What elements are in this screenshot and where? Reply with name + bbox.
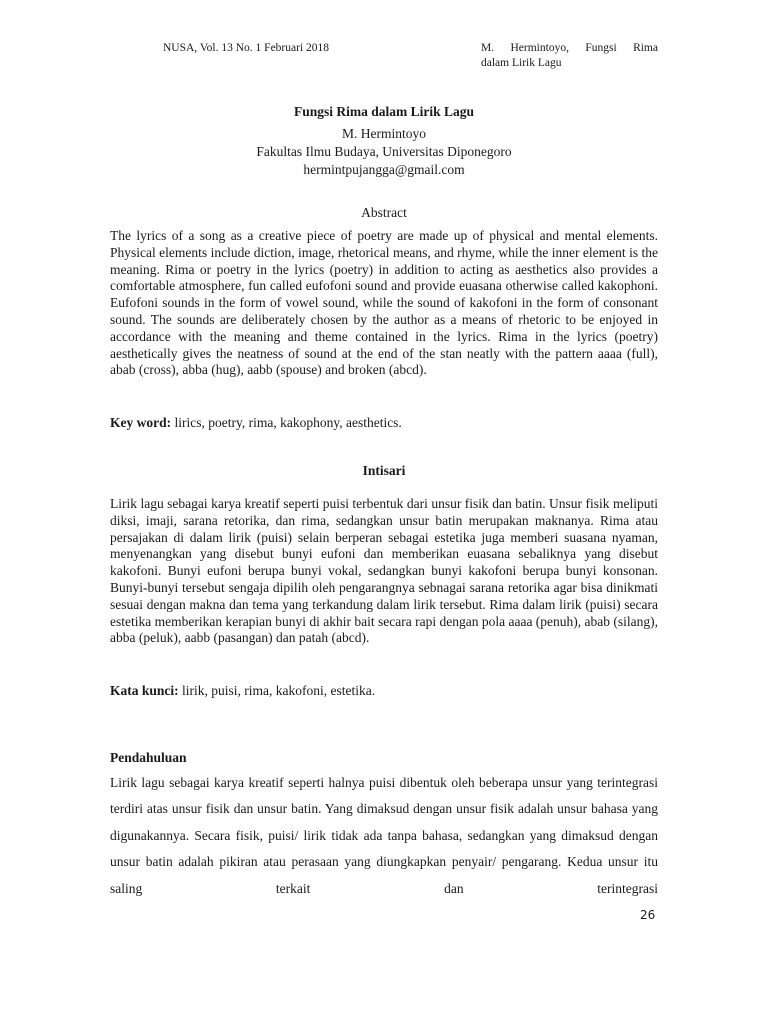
keywords-line	[110, 415, 658, 432]
author-name: M. Hermintoyo	[342, 126, 426, 141]
running-title-line-2: dalam Lirik Lagu	[481, 57, 562, 69]
abstract-heading: Abstract	[361, 205, 407, 220]
running-title-word: Hermintoyo,	[510, 42, 569, 54]
author-affiliation: Fakultas Ilmu Budaya, Universitas Diponegoro	[256, 144, 512, 159]
kata-kunci-line	[110, 683, 658, 700]
pendahuluan-text: Lirik lagu sebagai karya kreatif seperti halnya puisi dibentuk oleh beberapa unsur yang terintegrasi terdiri atas unsur fisik dan unsur batin. Yang dimaksud dengan unsur fisik adalah unsur bahasa yang digunakannya. Secara fisik, puisi/ lirik tidak ada tanpa bahasa, sedangkan yang dimaksud dengan unsur batin adalah pikiran atau perasaan yang diungkapkan penyair/ pengarang. Kedua unsur itu saling terkait dan terintegrasi	[110, 775, 658, 896]
running-title-word: Rima	[633, 42, 658, 54]
keywords-list: lirics, poetry, rima, kakophony, aesthetics.	[171, 415, 402, 430]
page-number: 26	[640, 908, 656, 922]
running-title-word: Fungsi	[585, 42, 617, 54]
paper-title: Fungsi Rima dalam Lirik Lagu	[293, 104, 475, 119]
journal-header: NUSA, Vol. 13 No. 1 Februari 2018	[163, 42, 330, 54]
keywords-label: Key word:	[110, 415, 172, 430]
author-email: hermintpujangga@gmail.com	[303, 162, 465, 177]
intisari-heading: Intisari	[362, 463, 406, 478]
running-title	[481, 41, 658, 71]
intisari-text: Lirik lagu sebagai karya kreatif seperti puisi terbentuk dari unsur fisik dan batin. Unsur fisik meliputi diksi, imaji, sarana retorika, dan rima, sedangkan unsur batin merupakan maknanya. Rima atau persajakan di dalam lirik (puisi) selain berperan sebagai estetika juga memberi suasana nyaman, menyenangkan yang disebut bunyi eufoni dan memberikan euasana sebaliknya yang disebut kakofoni. Bunyi eufoni berupa bunyi vokal, sedangkan bunyi kakofoni berupa bunyi konsonan. Bunyi-bunyi tersebut sengaja dipilih oleh pengarangnya sebnagai sarana retorika agar bisa dinikmati sesuai dengan makna dan tema yang terkandung dalam lirik tersebut. Rima dalam lirik (puisi) secara estetika memberikan kerapian bunyi di akhir bait secara rapi dengan pola aaaa (penuh), abab (silang), abba (peluk), aabb (pasangan) dan patah (abcd).	[110, 496, 659, 646]
running-title-word: M.	[481, 42, 495, 54]
pendahuluan-heading: Pendahuluan	[110, 750, 187, 765]
kata-kunci-list: lirik, puisi, rima, kakofoni, estetika.	[178, 683, 376, 698]
abstract-text: The lyrics of a song as a creative piece of poetry are made up of physical and mental elements. Physical elements include diction, image, rhetorical means, and rhyme, while the inner element is the meaning. Rima or poetry in the lyrics (poetry) in addition to acting as aesthetics also provides a comfortable atmosphere, fun called eufofoni sound and provide euasana otherwise called kakophoni. Eufofoni sounds in the form of vowel sound, while the sound of kakofoni in the form of consonant sound. The sounds are deliberately chosen by the author as a means of rhetoric to be enjoyed in accordance with the meaning and theme contained in the lyrics. Rima in the lyrics (poetry) aesthetically gives the neatness of sound at the end of the stan neatly with the pattern aaaa (full), abab (cross), abba (hug), aabb (spouse) and broken (abcd).	[110, 228, 658, 378]
running-title-line-1	[481, 41, 658, 56]
title-block	[110, 103, 658, 179]
kata-kunci-label: Kata kunci:	[110, 683, 179, 698]
